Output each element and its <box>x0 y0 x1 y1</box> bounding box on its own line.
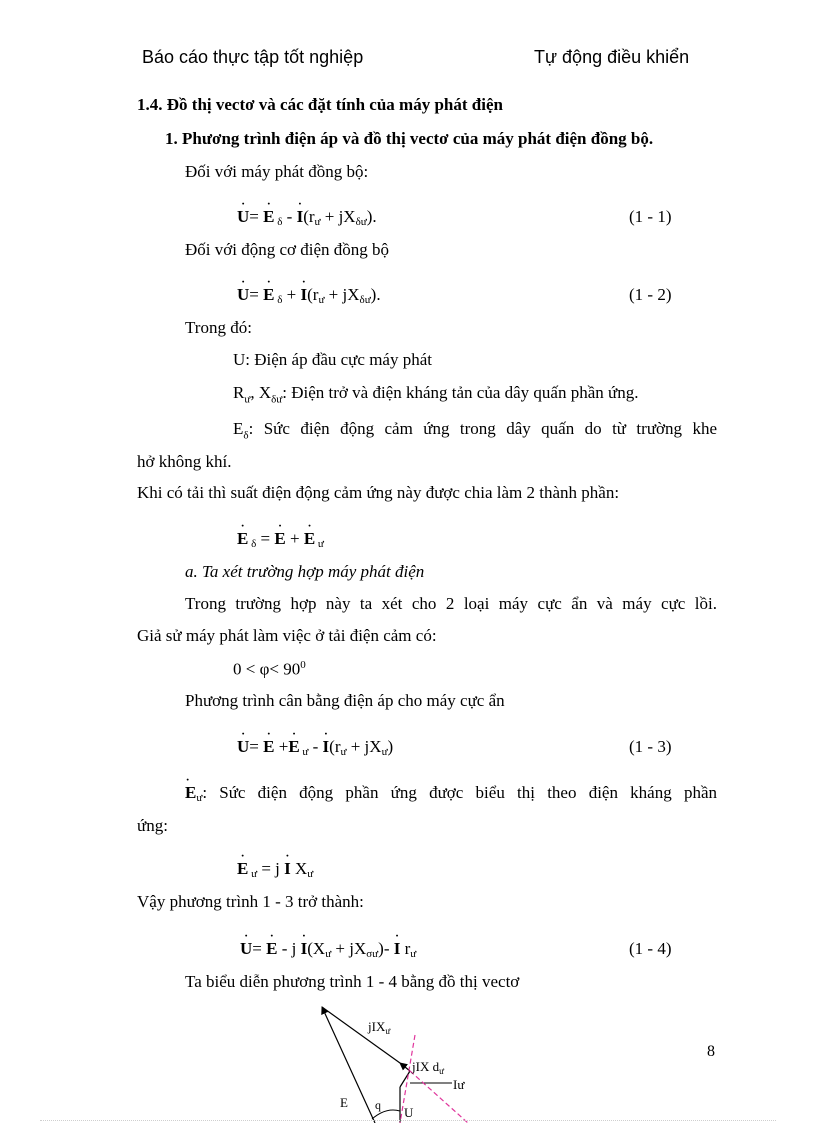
label-iu: Iư <box>453 1077 465 1092</box>
header-right: Tự động điều khiển <box>534 47 690 67</box>
equation-1-3: · U= · E +· E $_ư$ - · $I(r_ư + jX_ư)$ <box>237 737 393 758</box>
text-line: U: Điện áp đầu cực máy phát <box>233 350 432 369</box>
equation-number: (1 - 4) <box>629 939 672 958</box>
header-left: Báo cáo thực tập tốt nghiệp <box>142 47 364 67</box>
text-tail: : Sức điện động phần ứng được biểu thị theo điện kháng phần <box>202 783 717 802</box>
text-line: Phương trình cân bằng điện áp cho máy cực ẩn <box>185 691 505 710</box>
equation-number: (1 - 1) <box>629 207 672 226</box>
text-line: Ta biểu diễn phương trình 1 - 4 bằng đồ thị vectơ <box>185 972 520 991</box>
equation-e-split: · E $_\delta$ = · E + · E $_ư$ <box>237 529 324 550</box>
text-line: Trong trường hợp này ta xét cho 2 loại máy cực ẩn và máy cực lồi. <box>185 594 717 613</box>
subsection-title: 1. Phương trình điện áp và đồ thị vectơ của máy phát điện đồng bộ. <box>165 129 654 148</box>
page-number: 8 <box>707 1043 715 1060</box>
text-line: Vậy phương trình 1 - 3 trở thành: <box>137 892 364 911</box>
equation-number: (1 - 2) <box>629 285 672 304</box>
text-line: Đối với máy phát đồng bộ: <box>185 162 369 181</box>
equation-e-armature: · E $_ư$ = j · I $X_ư$ <box>237 859 313 880</box>
equation-number: (1 - 3) <box>629 737 672 756</box>
equation-1-4: · $U= \cdot E - j \cdot I(X_ư + jX_{\sigma ư})- \cdot I$ $r_ư$ <box>240 939 416 960</box>
text-line: $R_ư$, $X_{\delta ư}$: Điện trở và điện kháng tản của dây quấn phần ứng. <box>233 383 639 406</box>
label-u: U <box>404 1105 414 1120</box>
page-divider <box>40 1120 776 1121</box>
vector-diagram <box>300 995 500 1123</box>
equation-1-1: · U= · E $_\delta$ - · $I(r_ư + jX_{\delta ư})$. <box>237 207 377 228</box>
subheading: a. Ta xét trường hợp máy phát điện <box>185 562 425 581</box>
text-line: $0 < \varphi< 90^0$ <box>233 659 306 679</box>
vector-ir <box>400 1071 410 1087</box>
text-tail: : Điện trở và điện kháng tản của dây quấn phần ứng. <box>282 383 639 402</box>
section-title: 1.4. Đồ thị vectơ và các đặt tính của máy phát điện <box>137 95 503 114</box>
text-line: $E_\delta$: Sức điện động cảm ứng trong dây quấn do từ trường khe <box>233 419 717 442</box>
label-q: q <box>375 1098 381 1112</box>
text-line: Đối với động cơ điện đồng bộ <box>185 240 390 259</box>
label-jixd: jIX $d_ư$ <box>412 1059 444 1076</box>
text-line: hở không khí. <box>137 452 232 471</box>
text-line: · $E_ư$: Sức điện động phần ứng được biểu thị theo điện kháng phần <box>185 783 717 804</box>
text-line: Giả sử máy phát làm việc ở tải điện cảm có: <box>137 626 437 645</box>
text-line: Khi có tải thì suất điện động cảm ứng này được chia làm 2 thành phần: <box>137 483 620 502</box>
label-jix: jIX$_ư$ <box>368 1019 391 1036</box>
label-e: E <box>340 1095 348 1110</box>
text-line: ứng: <box>137 816 168 835</box>
equation-1-2: · U= · E $_\delta$ + · $I(r_ư + jX_{\delta ư})$. <box>237 285 381 306</box>
text-line: Trong đó: <box>185 318 252 337</box>
text-tail: : Sức điện động cảm ứng trong dây quấn do từ trường khe <box>248 419 717 438</box>
